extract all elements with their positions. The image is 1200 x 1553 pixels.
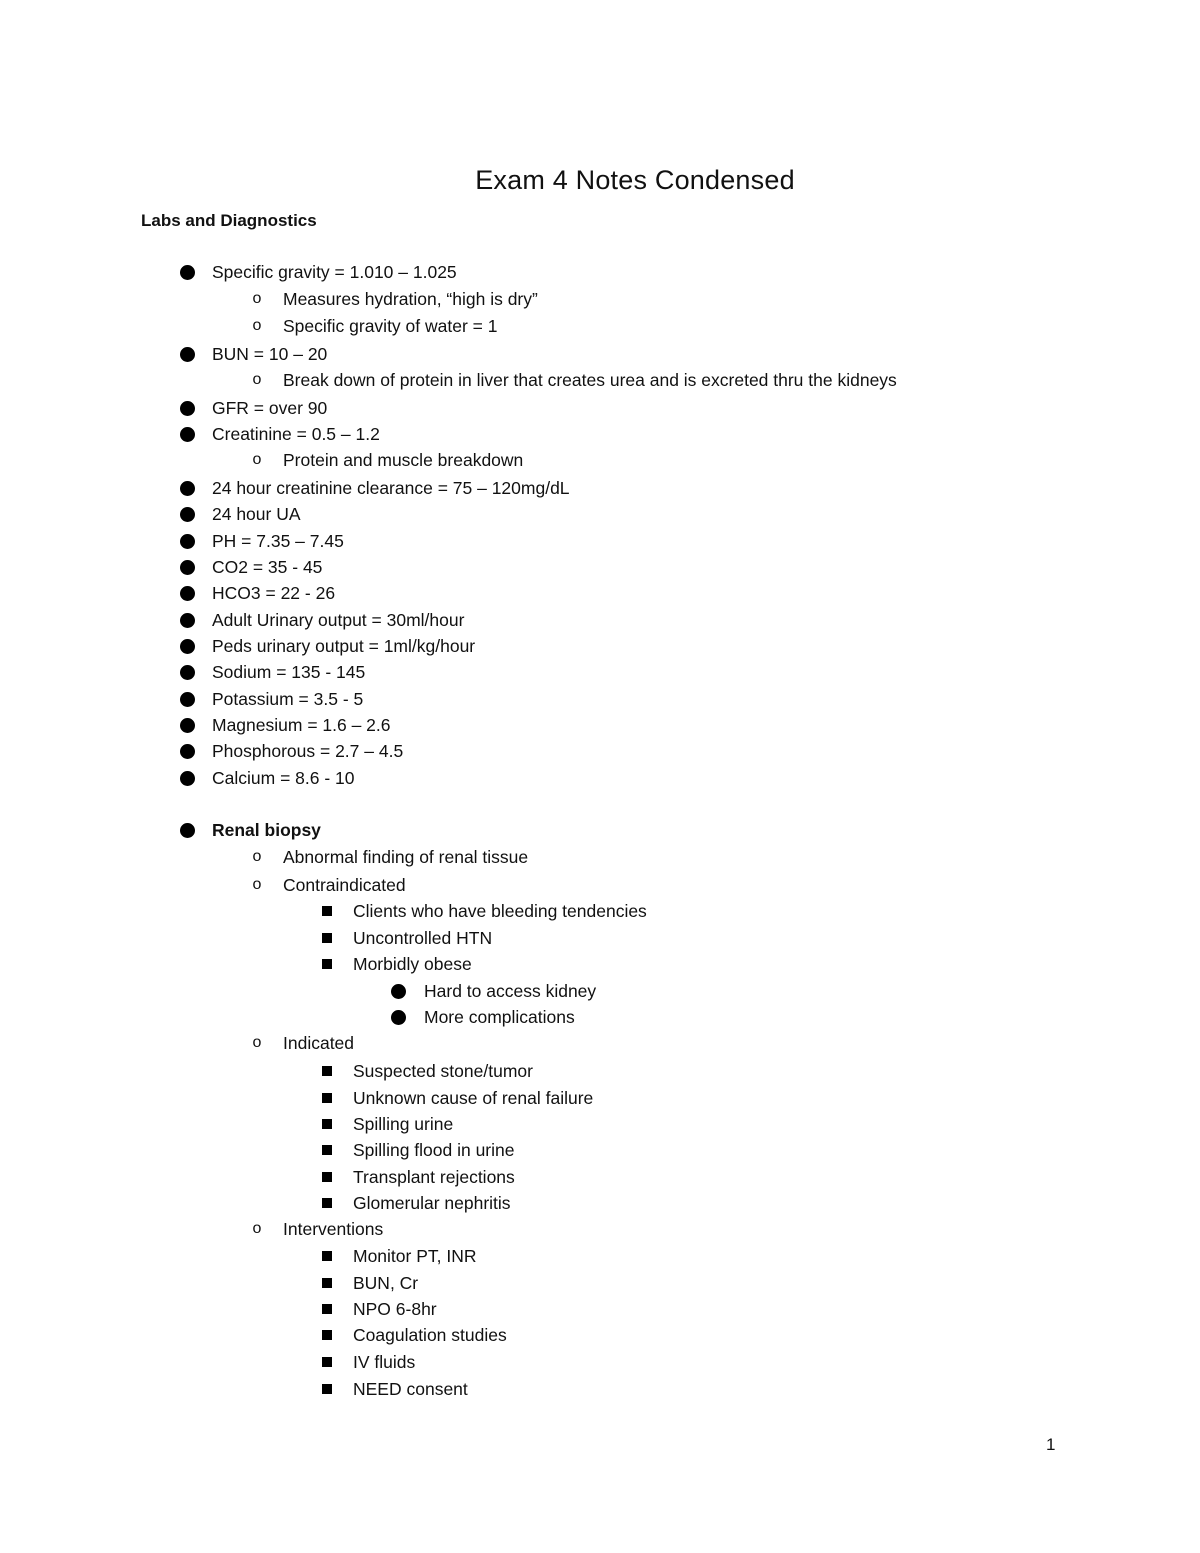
filled-square-bullet-icon (316, 1349, 338, 1375)
list-item-text: Glomerular nephritis (353, 1193, 511, 1213)
filled-square-bullet-icon (316, 1322, 338, 1348)
hollow-o-bullet-icon: o (252, 848, 262, 865)
filled-square-bullet-icon (316, 898, 338, 924)
list-item-text: IV fluids (353, 1352, 416, 1372)
filled-square-bullet-icon (316, 1085, 338, 1111)
filled-circle-bullet-icon (176, 259, 198, 285)
page-number: 1 (1046, 1435, 1056, 1454)
hollow-o-bullet-icon: o (252, 317, 262, 334)
list-item-text: 24 hour UA (212, 504, 301, 524)
list-item-text: Interventions (283, 1219, 384, 1239)
list-item-text: HCO3 = 22 - 26 (212, 583, 336, 603)
list-item-text: Phosphorous = 2.7 – 4.5 (212, 741, 404, 761)
list-item-text: Renal biopsy (212, 820, 321, 840)
list-item-text: Potassium = 3.5 - 5 (212, 689, 364, 709)
filled-circle-bullet-icon (176, 475, 198, 501)
filled-square-bullet-icon (316, 1296, 338, 1322)
list-item-text: 24 hour creatinine clearance = 75 – 120mg/dL (212, 478, 570, 498)
filled-circle-bullet-icon (176, 765, 198, 791)
list-item-text: Morbidly obese (353, 954, 472, 974)
filled-circle-bullet-icon (387, 978, 409, 1004)
list-item-text: Suspected stone/tumor (353, 1061, 533, 1081)
list-item-text: NPO 6-8hr (353, 1299, 437, 1319)
list-item-text: BUN = 10 – 20 (212, 344, 328, 364)
list-item-text: Monitor PT, INR (353, 1246, 477, 1266)
filled-square-bullet-icon (316, 1190, 338, 1216)
list-item-text: Clients who have bleeding tendencies (353, 901, 647, 921)
filled-circle-bullet-icon (176, 817, 198, 843)
filled-circle-bullet-icon (176, 528, 198, 554)
list-item-text: BUN, Cr (353, 1273, 419, 1293)
list-item-text: Contraindicated (283, 875, 406, 895)
filled-circle-bullet-icon (176, 738, 198, 764)
hollow-o-bullet-icon: o (252, 1220, 262, 1237)
list-item-text: Coagulation studies (353, 1325, 507, 1345)
list-item-text: CO2 = 35 - 45 (212, 557, 323, 577)
filled-circle-bullet-icon (176, 501, 198, 527)
hollow-o-bullet-icon: o (252, 371, 262, 388)
filled-square-bullet-icon (316, 1243, 338, 1269)
filled-circle-bullet-icon (176, 633, 198, 659)
list-item-text: Break down of protein in liver that creates urea and is excreted thru the kidneys (283, 370, 897, 390)
list-item-text: Protein and muscle breakdown (283, 450, 524, 470)
list-item-text: Hard to access kidney (424, 981, 597, 1001)
list-item-text: Unknown cause of renal failure (353, 1088, 594, 1108)
filled-circle-bullet-icon (176, 421, 198, 447)
list-item-text: Indicated (283, 1033, 355, 1053)
filled-square-bullet-icon (316, 1137, 338, 1163)
filled-square-bullet-icon (316, 925, 338, 951)
filled-square-bullet-icon (316, 1270, 338, 1296)
list-item-text: Spilling urine (353, 1114, 454, 1134)
filled-circle-bullet-icon (176, 395, 198, 421)
filled-circle-bullet-icon (176, 341, 198, 367)
list-item-text: Sodium = 135 - 145 (212, 662, 366, 682)
list-item-text: Uncontrolled HTN (353, 928, 493, 948)
list-item-text: Measures hydration, “high is dry” (283, 289, 538, 309)
filled-square-bullet-icon (316, 951, 338, 977)
list-item-text: Calcium = 8.6 - 10 (212, 768, 355, 788)
list-item-text: Specific gravity of water = 1 (283, 316, 498, 336)
filled-circle-bullet-icon (176, 659, 198, 685)
filled-circle-bullet-icon (176, 580, 198, 606)
filled-square-bullet-icon (316, 1111, 338, 1137)
filled-circle-bullet-icon (176, 607, 198, 633)
filled-circle-bullet-icon (176, 686, 198, 712)
list-item-text: Transplant rejections (353, 1167, 515, 1187)
list-item-text: Creatinine = 0.5 – 1.2 (212, 424, 380, 444)
list-item-text: NEED consent (353, 1379, 468, 1399)
hollow-o-bullet-icon: o (252, 876, 262, 893)
list-item-text: More complications (424, 1007, 575, 1027)
list-item-text: PH = 7.35 – 7.45 (212, 531, 344, 551)
list-item-text: Peds urinary output = 1ml/kg/hour (212, 636, 476, 656)
filled-circle-bullet-icon (176, 554, 198, 580)
list-item-text: Abnormal finding of renal tissue (283, 847, 529, 867)
filled-square-bullet-icon (316, 1164, 338, 1190)
hollow-o-bullet-icon: o (252, 290, 262, 307)
hollow-o-bullet-icon: o (252, 1034, 262, 1051)
filled-circle-bullet-icon (176, 712, 198, 738)
list-item-text: Spilling flood in urine (353, 1140, 515, 1160)
filled-square-bullet-icon (316, 1376, 338, 1402)
list-item-text: GFR = over 90 (212, 398, 328, 418)
hollow-o-bullet-icon: o (252, 451, 262, 468)
list-item-text: Magnesium = 1.6 – 2.6 (212, 715, 391, 735)
filled-square-bullet-icon (316, 1058, 338, 1084)
filled-circle-bullet-icon (387, 1004, 409, 1030)
page-title: Exam 4 Notes Condensed (475, 165, 795, 196)
list-item-text: Adult Urinary output = 30ml/hour (212, 610, 465, 630)
section-heading: Labs and Diagnostics (141, 211, 317, 230)
list-item-text: Specific gravity = 1.010 – 1.025 (212, 262, 457, 282)
